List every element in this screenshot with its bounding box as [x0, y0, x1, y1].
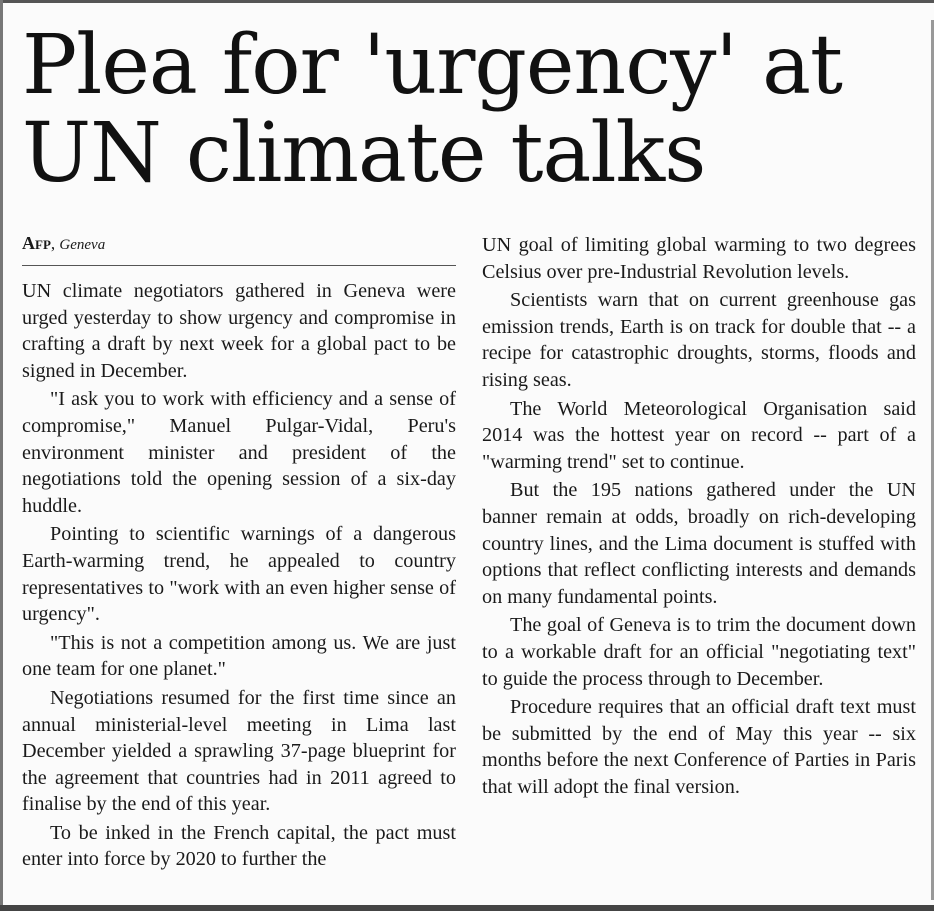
paragraph: Scientists warn that on current greenhouse gas emission trends, Earth is on track for double that -- a recipe for catastrophic droughts, storms, floods and rising seas. [482, 289, 916, 391]
paragraph: "This is not a competition among us. We are just one team for one planet." [22, 631, 456, 681]
paragraph: UN goal of limiting global warming to two degrees Celsius over pre-Industrial Revolution levels. [482, 234, 916, 283]
byline [22, 232, 456, 266]
paragraph: The goal of Geneva is to trim the document down to a workable draft for an official "negotiating text" to guide the process through to December. [482, 614, 916, 690]
clipping-bottom-border [0, 905, 934, 911]
byline-agency: Afp [22, 233, 51, 253]
clipping-top-border [0, 0, 934, 3]
paragraph: But the 195 nations gathered under the UN banner remain at odds, broadly on rich-developing country lines, and the Lima document is stuffed with options that reflect conflicting interests and demands on many fundamental points. [482, 479, 916, 608]
paragraph: "I ask you to work with efficiency and a sense of compromise," Manuel Pulgar-Vidal, Peru's environment minister and president of the negotiations told the opening session of a six-day huddle. [22, 388, 456, 517]
article-column-right [482, 232, 916, 800]
article-column-left [22, 232, 456, 873]
paragraph: Pointing to scientific warnings of a dangerous Earth-warming trend, he appealed to country representatives to "work with an even higher sense of urgency". [22, 523, 456, 626]
paragraph: UN climate negotiators gathered in Geneva were urged yesterday to show urgency and compromise in crafting a draft by next week for a global pact to be signed in December. [22, 280, 456, 382]
byline-separator: , [50, 234, 60, 253]
paragraph: Negotiations resumed for the first time since an annual ministerial-level meeting in Lima last December yielded a sprawling 37-page blueprint for the agreement that countries had in 2011 agreed to finalise by the end of this year. [22, 686, 456, 816]
byline-dateline: Geneva [59, 237, 106, 253]
paragraph: The World Meteorological Organisation said 2014 was the hottest year on record -- part of a "warming trend" set to continue. [482, 397, 916, 473]
paragraph: To be inked in the French capital, the pact must enter into force by 2020 to further the [22, 821, 456, 871]
paragraph: Procedure requires that an official draft text must be submitted by the end of May this year -- six months before the next Conference of Parties in Paris that will adopt the final version. [482, 696, 916, 798]
clipping-left-border [0, 0, 3, 911]
headline: Plea for 'urgency' at UN climate talks [22, 18, 842, 201]
